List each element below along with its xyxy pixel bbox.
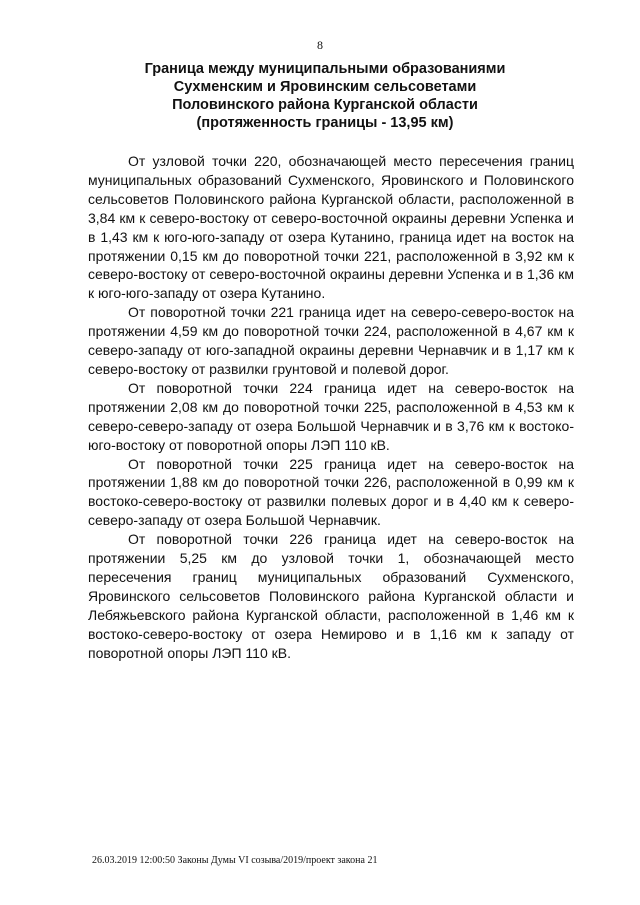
paragraph: От поворотной точки 221 граница идет на северо-северо-восток на протяжении 4,59 км до поворотной точки 224, расположенной в 4,67 км к северо-западу от юго-западной окраины деревни Чернавчик и в 1,17 км к северо-востоку от развилки грунтовой и полевой дорог. <box>88 304 574 377</box>
heading-line: Граница между муниципальными образованиями <box>144 61 506 77</box>
paragraph: От узловой точки 220, обозначающей место пересечения границ муниципальных образований Сухменского, Яровинского и Половинского сельсоветов Половинского района Курганской области, расположенной в 3,84 км к северо-востоку от северо-восточной окраины деревни Успенка и в 1,43 км к юго-юго-западу от озера Кутанино, граница идет на восток на протяжении 0,15 км до поворотной точки 221, расположенной в 3,92 км к северо-востоку от северо-восточной окраины деревни Успенка и в 1,36 км к юго-юго-западу от озера Кутанино. <box>88 153 574 302</box>
page-number: 8 <box>317 38 323 52</box>
paragraph: От поворотной точки 226 граница идет на северо-восток на протяжении 5,25 км до узловой точки 1, обозначающей место пересечения границ муниципальных образований Сухменского, Яровинского сельсоветов Половинского района Курганской области и Лебяжьевского района Курганской области, расположенной в 1,46 км к востоко-северо-востоку от озера Немирово и в 1,16 км к западу от поворотной опоры ЛЭП 110 кВ. <box>88 531 574 661</box>
heading-line: Сухменским и Яровинским сельсоветами <box>173 79 477 95</box>
paragraph: От поворотной точки 224 граница идет на северо-восток на протяжении 2,08 км до поворотной точки 225, расположенной в 4,53 км к северо-северо-западу от озера Большой Чернавчик и в 3,76 км к востоко-юго-востоку от поворотной опоры ЛЭП 110 кВ. <box>88 379 574 453</box>
document-heading <box>80 60 570 132</box>
heading-line: Половинского района Курганской области <box>172 97 478 113</box>
heading-line: (протяженность границы - 13,95 км) <box>196 115 454 131</box>
document-body <box>88 152 574 662</box>
document-footer: 26.03.2019 12:00:50 Законы Думы VI созыва/2019/проект закона 21 <box>92 855 378 866</box>
paragraph: От поворотной точки 225 граница идет на северо-восток на протяжении 1,88 км до поворотной точки 226, расположенной в 0,99 км к востоко-северо-востоку от развилки полевых дорог и в 4,40 км к северо-северо-западу от озера Большой Чернавчик. <box>88 455 574 529</box>
